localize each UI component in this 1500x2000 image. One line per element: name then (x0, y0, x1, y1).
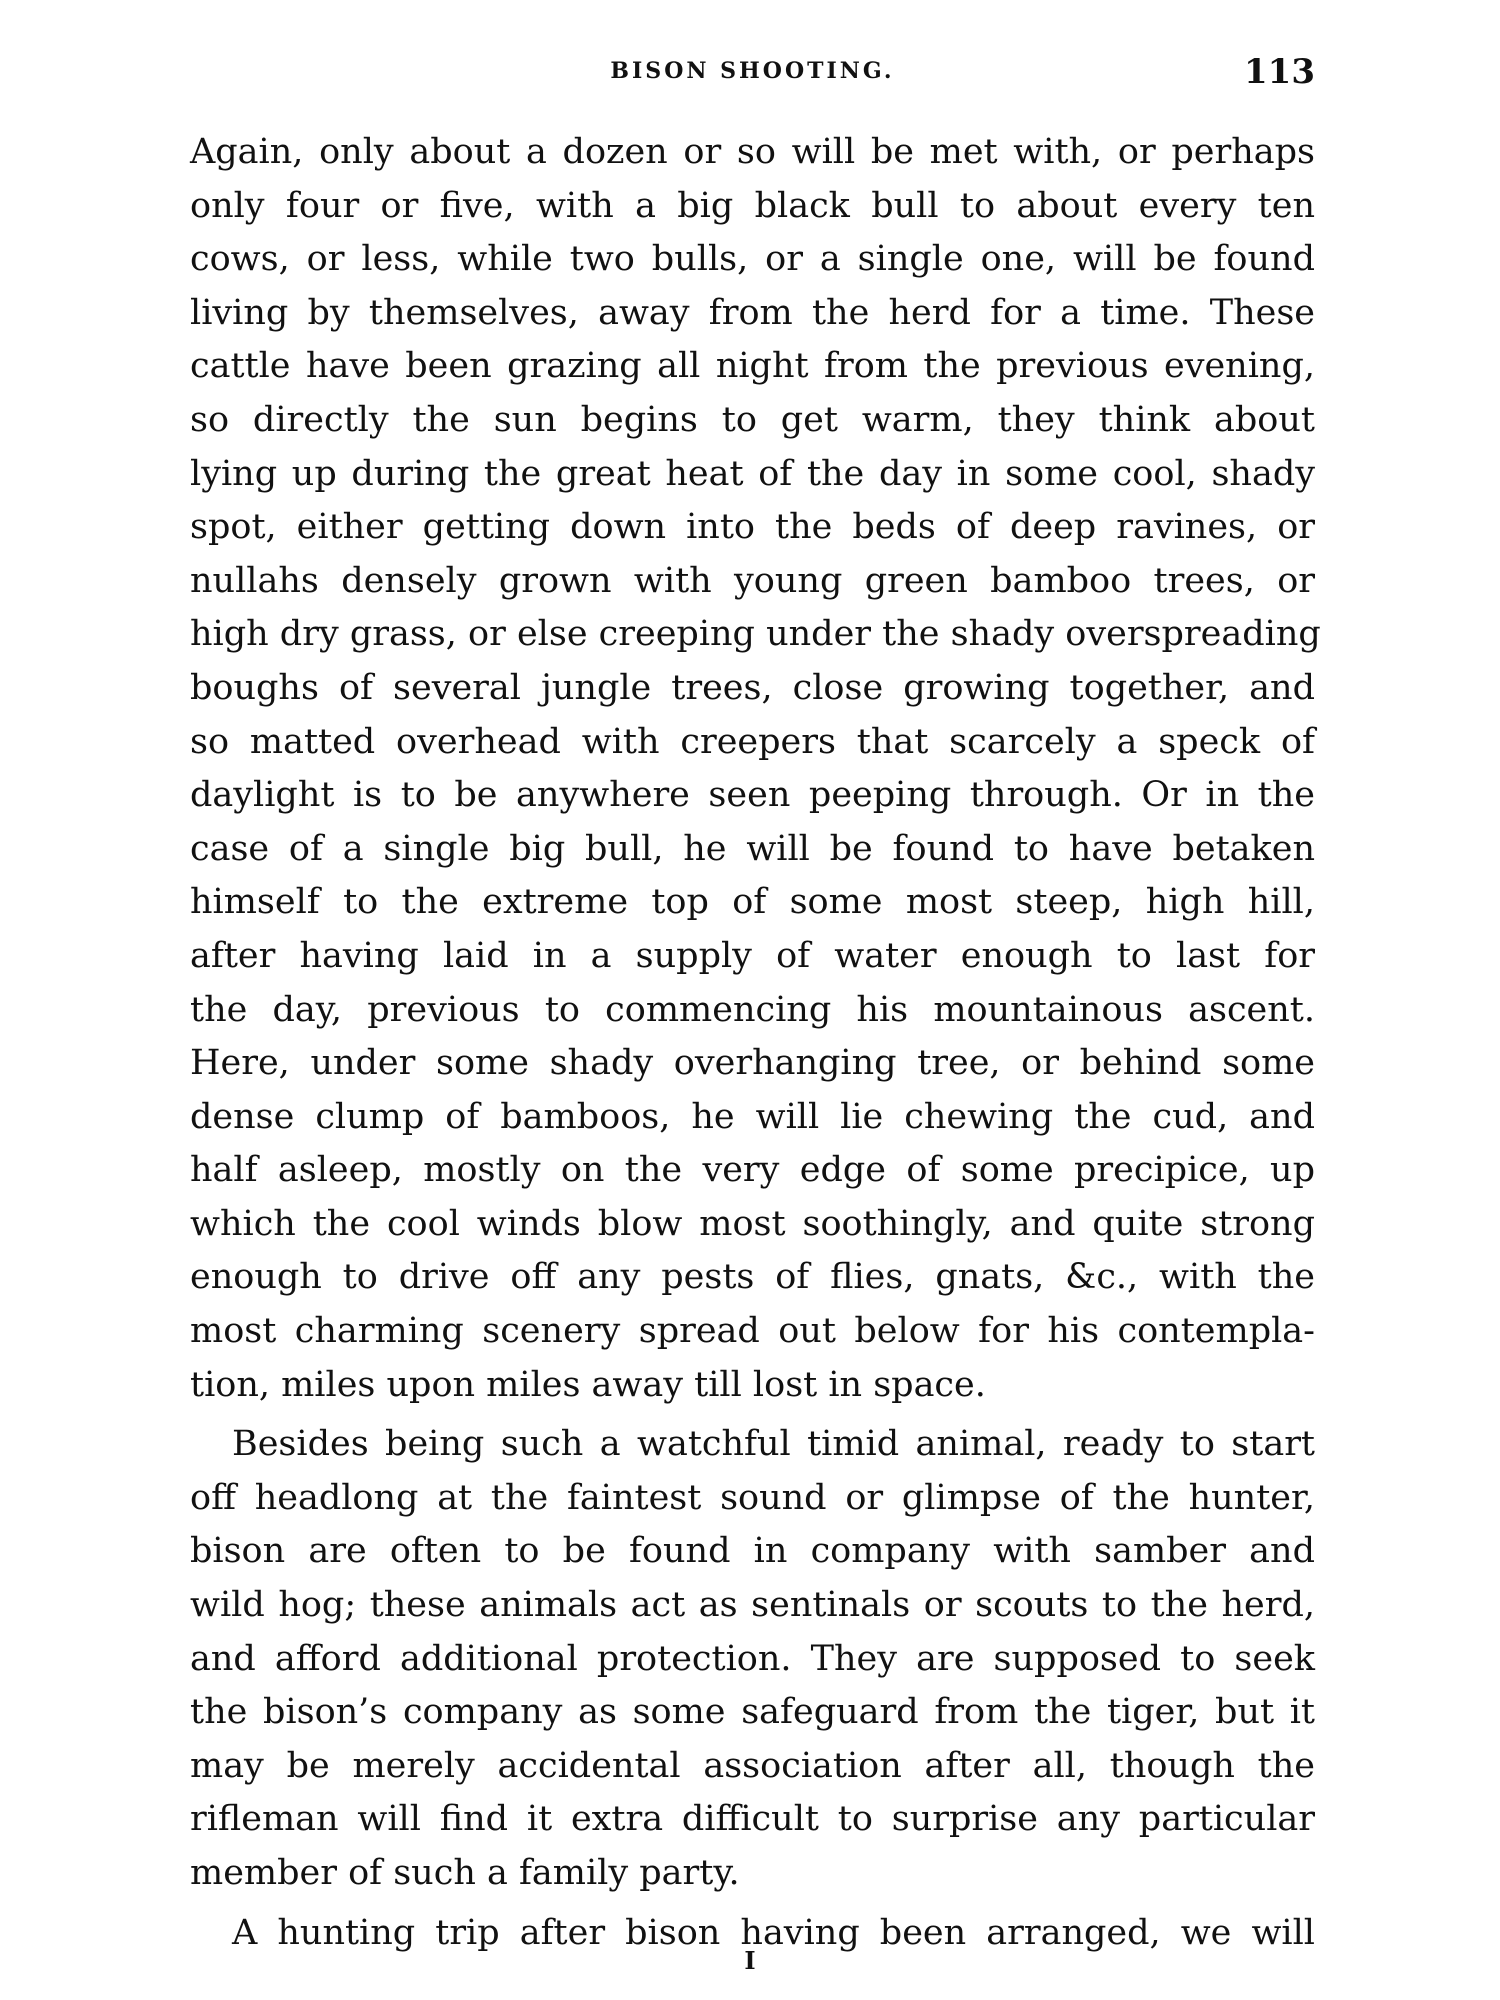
paragraph (190, 126, 1321, 1412)
text-line: cattle have been grazing all night from the previous evening, (190, 346, 1315, 387)
text-line: after having laid in a supply of water enough to last for (190, 935, 1315, 976)
text-line: rifleman will find it extra difficult to surprise any particular (190, 1799, 1315, 1840)
text-line: daylight is to be anywhere seen peeping through. Or in the (190, 775, 1315, 816)
text-line: member of such a family party. (190, 1853, 740, 1893)
text-line: spot, either getting down into the beds of deep ravines, or (190, 507, 1315, 548)
text-line: tion, miles upon miles away till lost in space. (190, 1364, 986, 1405)
text-line: A hunting trip after bison having been arranged, we will (232, 1912, 1315, 1953)
text-line: so matted overhead with creepers that scarcely a speck of (190, 721, 1315, 762)
text-line: Besides being such a watchful timid animal, ready to start (232, 1424, 1315, 1465)
paragraph (190, 1418, 1315, 1900)
text-line: bison are often to be found in company with samber and (190, 1531, 1315, 1572)
text-line: half asleep, mostly on the very edge of some precipice, up (190, 1150, 1315, 1191)
text-line: case of a single big bull, he will be found to have betaken (190, 828, 1315, 869)
signature-mark: I (744, 1946, 756, 1975)
text-line: himself to the extreme top of some most steep, high hill, (190, 882, 1315, 923)
text-line: dense clump of bamboos, he will lie chewing the cud, and (190, 1096, 1315, 1137)
text-line: most charming scenery spread out below for his contempla- (190, 1311, 1315, 1352)
body-text (190, 126, 1321, 1960)
running-head (190, 52, 1315, 98)
text-line: which the cool winds blow most soothingly, and quite strong (190, 1203, 1315, 1244)
text-line: wild hog; these animals act as sentinals or scouts to the herd, (190, 1585, 1315, 1626)
text-line: the bison’s company as some safeguard from the tiger, but it (190, 1692, 1315, 1733)
text-line: Here, under some shady overhanging tree, or behind some (190, 1043, 1315, 1084)
text-line: and afford additional protection. They are supposed to seek (190, 1638, 1315, 1679)
text-line: high dry grass, or else creeping under the shady overspreading (190, 614, 1321, 655)
text-line: living by themselves, away from the herd for a time. These (190, 292, 1315, 333)
text-line: boughs of several jungle trees, close growing together, and (190, 667, 1315, 708)
text-line: cows, or less, while two bulls, or a single one, will be found (190, 239, 1315, 280)
running-title: BISON SHOOTING. (610, 58, 895, 84)
page-number: 113 (1244, 52, 1315, 92)
text-line: nullahs densely grown with young green bamboo trees, or (190, 560, 1315, 601)
text-line: Again, only about a dozen or so will be met with, or perhaps (190, 132, 1315, 172)
text-line: only four or five, with a big black bull to about every ten (190, 185, 1315, 226)
text-line: the day, previous to commencing his mountainous ascent. (190, 989, 1315, 1030)
text-line: lying up during the great heat of the day in some cool, shady (190, 453, 1315, 494)
text-line: so directly the sun begins to get warm, they think about (190, 399, 1315, 440)
text-line: may be merely accidental association after all, though the (190, 1745, 1315, 1786)
text-line: off headlong at the faintest sound or glimpse of the hunter, (190, 1477, 1315, 1518)
text-line: enough to drive off any pests of flies, gnats, &c., with the (190, 1257, 1315, 1298)
